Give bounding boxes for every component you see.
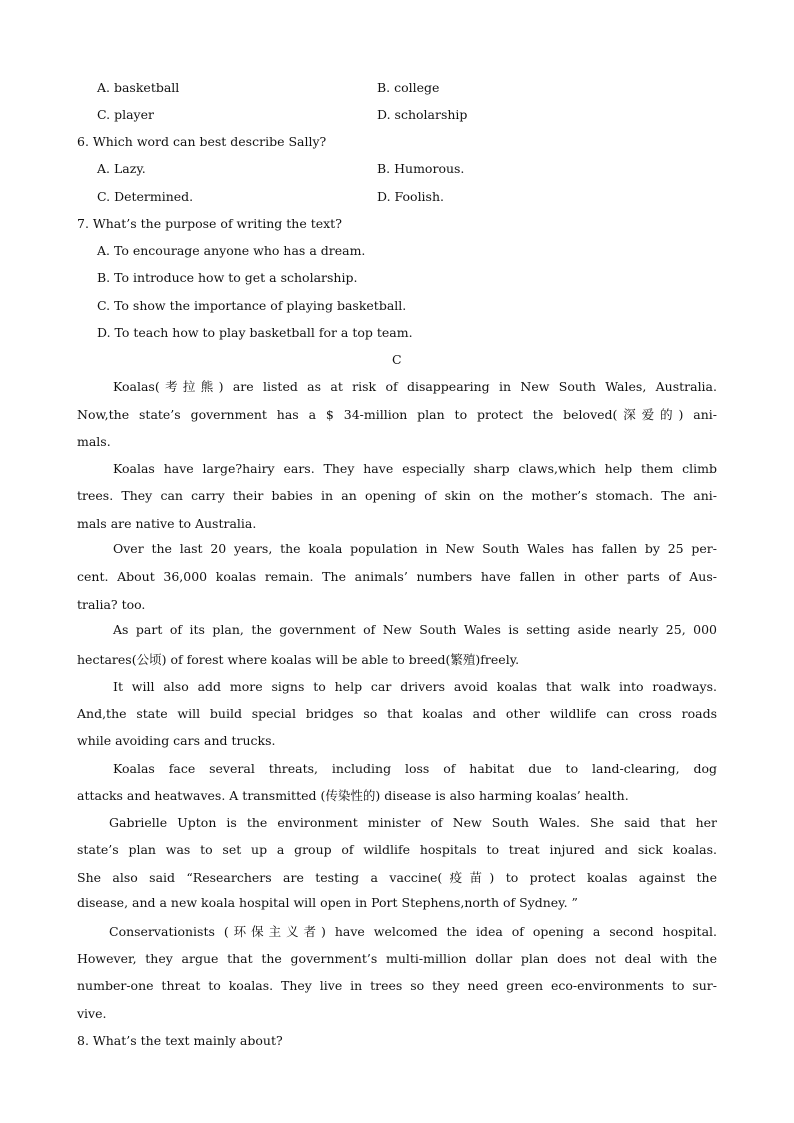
- p1-line-2: Now,the state’s government has a $ 34-million plan to protect the beloved(深爱的) ani-: [77, 407, 717, 422]
- p4-line-1: As part of its plan, the government of New South Wales is setting aside nearly 25, 000: [113, 622, 717, 637]
- q6-option-c: C. Determined.: [97, 189, 194, 204]
- q5-option-a: A. basketball: [97, 80, 180, 95]
- p8-line-2: However, they argue that the government’s multi-million dollar plan does not deal with the: [77, 951, 717, 966]
- q8-stem: 8. What’s the text mainly about?: [77, 1033, 283, 1048]
- q5-option-c: C. player: [97, 107, 154, 122]
- p4-line-2: hectares(公顷) of forest where koalas will be able to breed(繁殖)freely.: [77, 652, 520, 667]
- q5-option-b: B. college: [377, 80, 440, 95]
- p8-line-1: Conservationists (环保主义者) have welcomed the idea of opening a second hospital.: [109, 924, 717, 939]
- p2-line-1: Koalas have large?hairy ears. They have especially sharp claws,which help them climb: [113, 461, 717, 476]
- p3-line-3: tralia? too.: [77, 597, 146, 612]
- p8-line-3: number-one threat to koalas. They live in trees so they need green eco-environments to sur-: [77, 978, 717, 993]
- p3-line-1: Over the last 20 years, the koala population in New South Wales has fallen by 25 per-: [113, 541, 717, 556]
- p2-line-2: trees. They can carry their babies in an opening of skin on the mother’s stomach. The ani-: [77, 488, 717, 503]
- q7-stem: 7. What’s the purpose of writing the text?: [77, 216, 342, 231]
- p6-line-2: attacks and heatwaves. A transmitted (传染性的) disease is also harming koalas’ health.: [77, 788, 629, 803]
- q7-option-a: A. To encourage anyone who has a dream.: [97, 243, 366, 258]
- p5-line-3: while avoiding cars and trucks.: [77, 733, 276, 748]
- p3-line-2: cent. About 36,000 koalas remain. The animals’ numbers have fallen in other parts of Aus-: [77, 569, 717, 584]
- p5-line-1: It will also add more signs to help car drivers avoid koalas that walk into roadways.: [113, 679, 717, 694]
- p1-line-1: Koalas(考拉熊) are listed as at risk of disappearing in New South Wales, Australia.: [113, 379, 717, 394]
- p5-line-2: And,the state will build special bridges so that koalas and other wildlife can cross roads: [77, 706, 717, 721]
- p7-line-4: disease, and a new koala hospital will open in Port Stephens,north of Sydney. ”: [77, 895, 578, 910]
- q7-option-b: B. To introduce how to get a scholarship.: [97, 270, 358, 285]
- q6-option-a: A. Lazy.: [97, 161, 146, 176]
- q6-option-d: D. Foolish.: [377, 189, 444, 204]
- q7-option-c: C. To show the importance of playing basketball.: [97, 298, 407, 313]
- p1-line-3: mals.: [77, 434, 111, 449]
- q6-option-b: B. Humorous.: [377, 161, 465, 176]
- p2-line-3: mals are native to Australia.: [77, 516, 257, 531]
- p8-line-4: vive.: [77, 1006, 107, 1021]
- passage-title: C: [392, 352, 402, 367]
- p7-line-1: Gabrielle Upton is the environment minister of New South Wales. She said that her: [109, 815, 717, 830]
- p6-line-1: Koalas face several threats, including loss of habitat due to land-clearing, dog: [113, 761, 717, 776]
- p7-line-3: She also said “Researchers are testing a vaccine(疫苗) to protect koalas against the: [77, 870, 717, 885]
- q5-option-d: D. scholarship: [377, 107, 468, 122]
- q6-stem: 6. Which word can best describe Sally?: [77, 134, 327, 149]
- p7-line-2: state’s plan was to set up a group of wildlife hospitals to treat injured and sick koalas.: [77, 842, 717, 857]
- q7-option-d: D. To teach how to play basketball for a top team.: [97, 325, 413, 340]
